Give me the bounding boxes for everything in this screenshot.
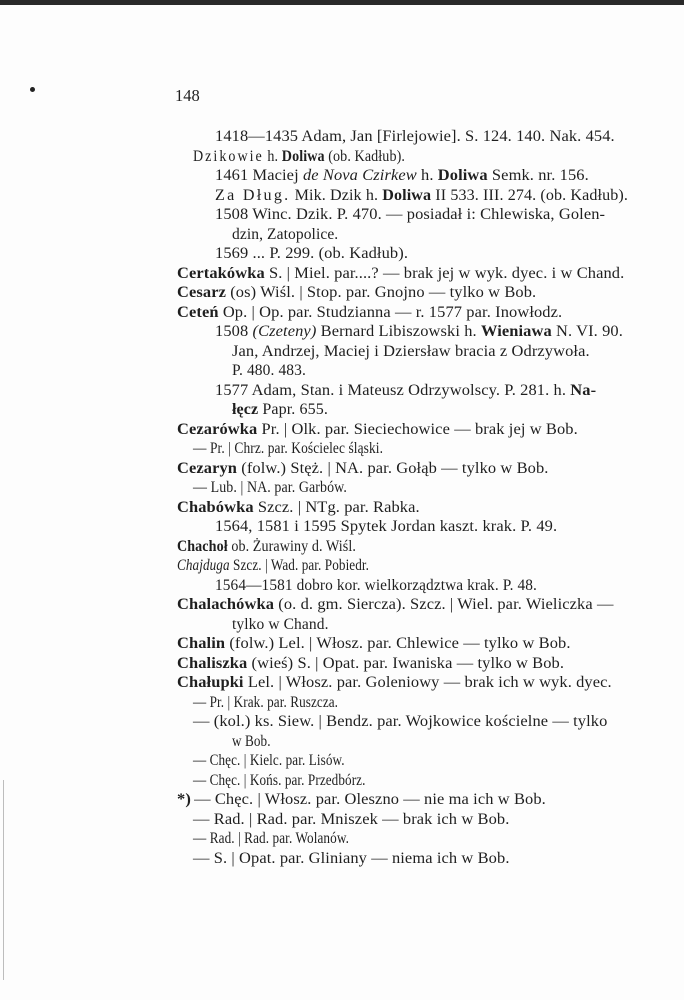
entry-headword: Certakówka [177,264,265,282]
footnote-marker: *) [177,791,191,808]
text-fragment: Szcz. | Wad. par. Pobiedr. [229,557,370,574]
text-fragment: h. [263,147,282,165]
text-line [177,303,562,323]
text-line [177,264,624,284]
text-fragment: Op. | Op. par. Studzianna — r. 1577 par. Inowłodz. [218,303,563,321]
entry-headword: łęcz [232,401,259,418]
text-fragment: P. 480. 483. [232,362,306,379]
text-line [215,186,628,206]
text-fragment: 1508 [215,323,253,340]
text-fragment: (Czeteny) [252,323,317,340]
text-line [193,693,338,713]
text-fragment: 1461 Maciej [215,167,303,184]
text-line [177,556,369,576]
text-line [177,498,420,518]
entry-headword: Chabówka [177,498,254,516]
text-line [193,771,365,791]
text-line [232,342,590,362]
text-fragment: Dzikowie [193,147,264,165]
text-fragment: Szcz. | NTg. par. Rabka. [253,498,420,516]
text-line [177,654,564,674]
text-line [215,322,623,342]
text-fragment: — Rad. | Rad. par. Mniszek — brak ich w Bob. [193,810,510,828]
text-fragment: w Bob. [232,732,271,750]
entry-headword: Chałupki [177,674,244,691]
entry-headword: Chalachówka [177,596,275,613]
text-line [215,244,408,264]
text-line [193,478,347,498]
text-fragment: 1569 ... P. 299. (ob. Kadłub). [215,245,409,262]
text-fragment: — Chęc. | Włosz. par. Oleszno — nie ma ich w Bob. [194,791,546,808]
text-fragment: ob. Żurawiny d. Wiśl. [227,537,356,555]
text-fragment: — Rad. | Rad. par. Wolanów. [193,830,349,847]
text-line [193,439,383,459]
text-fragment: — Chęc. | Kielc. par. Lisów. [193,752,345,769]
text-fragment: (ob. Kadłub). [324,147,405,165]
text-fragment: Chajduga [177,557,230,574]
text-line [232,732,271,752]
entry-headword: Doliwa [437,167,488,184]
text-fragment: II 533. III. 274. (ob. Kadłub). [431,186,629,204]
text-line [177,634,571,654]
text-line [215,127,615,147]
text-fragment: Papr. 655. [258,401,329,418]
text-line [232,400,328,420]
entry-headword: Chaliszka [177,654,248,672]
text-line [177,595,614,615]
text-fragment: Za Dług. [215,186,291,204]
text-fragment: (folw.) Stęż. | NA. par. Gołąb — tylko w Bob. [237,459,549,477]
text-line [232,615,329,635]
text-line [215,517,557,537]
text-line [215,576,537,596]
entry-headword: Wieniawa [480,323,552,340]
text-fragment: (wieś) S. | Opat. par. Iwaniska — tylko w Bob. [247,654,565,672]
text-fragment: — Lub. | NA. par. Garbów. [193,479,347,496]
text-line [193,829,349,849]
text-fragment: h. [416,167,438,184]
text-fragment: 1577 Adam, Stan. i Mateusz Odrzywolscy. P. 281. h. [215,381,571,399]
text-line [193,849,510,869]
text-line [193,712,607,732]
entry-headword: Chalin [177,635,226,652]
text-line [193,810,509,830]
entry-headword: Cezarówka [177,420,258,438]
text-fragment: Jan, Andrzej, Maciej i Dziersław bracia z Odrzywoła. [232,342,590,360]
text-fragment: de Nova Czirkew [302,167,417,184]
text-fragment: 1508 Winc. Dzik. P. 470. — posiadał i: Chlewiska, Golen- [215,206,606,223]
text-line [232,225,338,245]
text-fragment: S. | Miel. par....? — brak jej w wyk. dyec. i w Chand. [264,264,625,282]
text-line [177,459,549,479]
text-line [232,361,306,381]
text-fragment: N. VI. 90. [551,323,623,340]
text-line [177,790,546,810]
entry-headword: Cezaryn [177,459,238,477]
text-line [177,537,356,557]
text-line [193,147,405,167]
text-line [193,751,345,771]
text-fragment: Pr. | Olk. par. Sieciechowice — brak jej w Bob. [257,420,578,438]
entry-headword: Doliwa [281,147,325,165]
text-fragment: — (kol.) ks. Siew. | Bendz. par. Wojkowice kościelne — tylko [193,713,608,730]
text-fragment: — Pr. | Krak. par. Ruszcza. [193,693,339,711]
text-fragment: — Chęc. | Końs. par. Przedbórz. [193,771,366,789]
text-line [215,205,605,225]
text-fragment: tylko w Chand. [232,615,329,633]
page-number: 148 [175,86,200,105]
entry-headword: Doliwa [382,186,432,204]
text-fragment: — Pr. | Chrz. par. Kościelec śląski. [193,440,384,457]
entry-headword: Ceteń [177,303,219,321]
text-line [177,283,536,303]
text-fragment: 1564, 1581 i 1595 Spytek Jordan kaszt. krak. P. 49. [215,518,558,535]
text-fragment: Semk. nr. 156. [487,167,589,184]
text-fragment: 1564—1581 dobro kor. wielkorządztwa krak. P. 48. [215,576,537,594]
text-fragment: (folw.) Lel. | Włosz. par. Chlewice — tylko w Bob. [225,635,571,652]
text-fragment: Lel. | Włosz. par. Goleniowy — brak ich w wyk. dyec. [243,674,612,691]
entry-headword: Na- [570,381,597,399]
text-fragment: (os) Wiśl. | Stop. par. Gnojno — tylko w Bob. [225,284,537,301]
text-fragment: Mik. Dzik h. [290,186,383,204]
text-fragment: (o. d. gm. Siercza). Szcz. | Wiel. par. Wieliczka — [274,596,614,613]
text-line [177,420,578,440]
text-line [215,166,589,186]
text-fragment: 1418—1435 Adam, Jan [Firlejowie]. S. 124. 140. Nak. 454. [215,128,615,145]
entry-headword: Cesarz [177,284,226,301]
text-fragment: dzin, Zatopolice. [232,225,339,243]
text-fragment: Bernard Libiszowski h. [316,323,481,340]
text-line [177,673,612,693]
entry-headword: Chachoł [177,537,228,555]
text-fragment: — S. | Opat. par. Gliniany — niema ich w Bob. [193,849,510,867]
text-line [215,381,596,401]
